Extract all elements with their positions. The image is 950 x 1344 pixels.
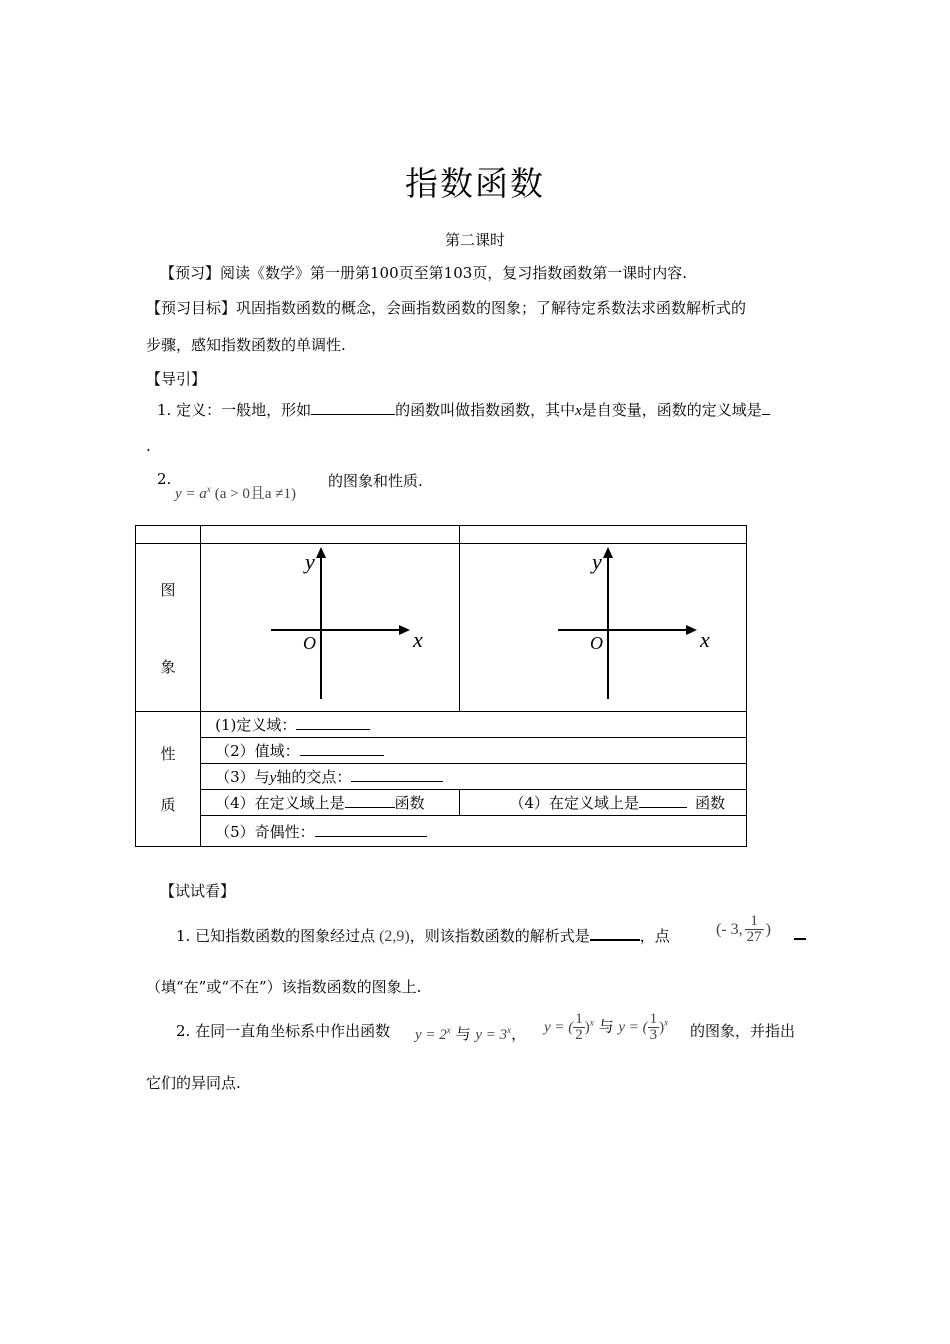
func-half-exp: x: [589, 1017, 594, 1028]
preview-goal-text1: 巩固指数函数的概念，会画指数函数的图象；了解待定系数法求函数解析式的: [236, 299, 747, 317]
properties-table: [135, 525, 747, 847]
func-3x: y = 3: [475, 1027, 508, 1043]
guide-item1-prefix: 1. 定义：一般地，形如: [157, 401, 312, 419]
guide-item1-end: .: [146, 437, 151, 455]
fraction-numerator: 1: [649, 1011, 658, 1027]
prop-row-parity: [201, 816, 747, 847]
blank-domain[interactable]: [762, 399, 770, 415]
coordinate-axes-left: [201, 544, 458, 707]
property-label-2: 质: [160, 796, 176, 814]
try-item2-functions-b: [544, 1012, 668, 1043]
prop1-label: (1)定义域：: [215, 716, 297, 734]
graph-cell-right: [459, 544, 746, 712]
try-item1-prefix: 1. 已知指数函数的图象经过点: [176, 927, 376, 945]
guide-item1-middle: 的函数叫做指数函数，其中: [395, 401, 576, 419]
y-axis-label: y: [305, 549, 315, 574]
origin-label: O: [303, 633, 317, 653]
page-subtitle: 第二课时: [444, 231, 505, 249]
x-axis-label: x: [413, 627, 423, 652]
y-axis-label: y: [591, 549, 602, 574]
try-item1-line2: （填“在”或“不在”）该指数函数的图象上.: [146, 978, 422, 996]
fraction-denominator: 27: [746, 929, 762, 945]
blank-prop-domain[interactable]: [296, 714, 370, 730]
origin-label: O: [589, 633, 603, 653]
fraction-1-3: [648, 1012, 660, 1043]
y-axis-arrow-icon: [603, 547, 613, 558]
try-item-2: [176, 1020, 390, 1041]
try-item2-prefix: 2. 在同一直角坐标系中作出函数: [176, 1022, 391, 1040]
prop3-suffix: 轴的交点：: [276, 768, 352, 786]
page-title: 指数函数: [405, 164, 545, 203]
guide-item2-exp: x: [206, 484, 211, 494]
try-item1-point: (2,9): [379, 928, 410, 945]
try-item2-line2: 它们的异同点.: [146, 1074, 241, 1092]
guide-item2-num: 2.: [157, 470, 172, 488]
guide-item2-suffix: 的图象和性质.: [328, 472, 423, 490]
blank-prop-monotonic-right[interactable]: [639, 792, 687, 808]
guide-item2-condition: (a > 0且a ≠1): [214, 486, 297, 502]
comma: ，: [511, 1025, 527, 1043]
prop-row-monotonic-right: [459, 790, 746, 816]
graph-cell-left: [201, 544, 459, 712]
blank-expression[interactable]: [590, 924, 640, 941]
try-item1-middle: ，则该指数函数的解析式是: [409, 927, 590, 945]
guide-label: 【导引】: [146, 370, 207, 388]
guide-item-1: [157, 399, 770, 420]
preview-goal-label: 【预习目标】: [146, 299, 237, 317]
prop2-label: （2）值域：: [215, 742, 300, 760]
blank-prop-parity[interactable]: [315, 821, 427, 837]
fraction-1-2: [573, 1012, 585, 1043]
preview-goal-line1: [146, 297, 746, 318]
prop-row-range: [201, 738, 747, 764]
property-label-1: 性: [160, 745, 176, 763]
image-label-1: 图: [160, 580, 176, 599]
prop4-right-label: （4）在定义域上是: [509, 794, 640, 812]
prop3-var: y: [269, 770, 277, 786]
preview-text: 阅读《数学》第一册第100页至第103页，复习指数函数第一课时内容.: [220, 264, 688, 282]
preview-paragraph: [160, 262, 687, 283]
image-label-2: 象: [160, 657, 176, 676]
blank-prop-intercept[interactable]: [351, 766, 443, 782]
guide-item2-formula-wrap: [175, 482, 296, 503]
func-third-x: y = (: [618, 1019, 648, 1036]
try-item-1: [176, 924, 670, 946]
prop3-prefix: （3）与: [215, 768, 270, 786]
table-header-empty-2: [201, 526, 459, 544]
table-header-empty-1: [136, 526, 201, 544]
blank-prop-monotonic-left[interactable]: [345, 792, 395, 808]
try-item1-point2: [716, 914, 771, 945]
guide-item2-formula: y = a: [175, 486, 207, 502]
x-axis-arrow-icon: [399, 625, 410, 635]
prop-row-intercept: [201, 764, 747, 790]
fraction-1-27: [745, 914, 764, 945]
x-axis-arrow-icon: [686, 625, 697, 635]
fraction-numerator: 1: [575, 1011, 583, 1027]
fraction-numerator: 1: [745, 914, 764, 930]
try-item1-point2-close: ): [765, 921, 771, 938]
and-2: 与: [598, 1017, 614, 1036]
blank-prop-range[interactable]: [300, 740, 384, 756]
image-label-cell: [136, 544, 201, 712]
guide-item1-suffix: 是自变量，函数的定义域是: [581, 401, 762, 419]
prop4-left-label: （4）在定义域上是: [215, 794, 345, 812]
prop-row-domain: [201, 712, 747, 738]
preview-goal-line2: 步骤，感知指数函数的单调性.: [146, 336, 346, 354]
fraction-denominator: 3: [649, 1027, 658, 1043]
x-axis-label: x: [699, 627, 710, 652]
prop4-left-end: 函数: [394, 794, 425, 812]
try-item2-suffix: 的图象，并指出: [690, 1022, 796, 1040]
property-label-cell: [136, 712, 201, 847]
guide-item1-var: x: [575, 403, 582, 419]
prop-row-monotonic-left: [201, 790, 459, 816]
prop5-label: （5）奇偶性：: [215, 822, 315, 841]
try-item2-functions-a: [415, 1023, 526, 1044]
prop4-right-end: 函数: [695, 794, 726, 812]
y-axis-arrow-icon: [316, 547, 326, 558]
paren-close-2: ): [659, 1019, 665, 1036]
blank-in-or-not[interactable]: [794, 937, 806, 940]
blank-form[interactable]: [311, 399, 395, 415]
try-item1-point2-a: (- 3,: [716, 921, 743, 938]
and-1: 与: [455, 1025, 471, 1043]
preview-label: 【预习】: [160, 264, 221, 282]
func-half-x: y = (: [544, 1019, 574, 1036]
fraction-denominator: 2: [575, 1027, 583, 1043]
try-item1-point2-prefix: ，点: [639, 927, 670, 945]
table-header-empty-3: [459, 526, 746, 544]
func-2x: y = 2: [415, 1027, 447, 1043]
func-third-exp: x: [664, 1017, 669, 1028]
try-label: 【试试看】: [160, 882, 236, 900]
guide-item-2: [157, 470, 171, 488]
paren-close-1: ): [584, 1019, 590, 1036]
func-3x-exp: x: [507, 1025, 512, 1035]
coordinate-axes-right: [460, 544, 746, 707]
func-2x-exp: x: [446, 1025, 451, 1035]
